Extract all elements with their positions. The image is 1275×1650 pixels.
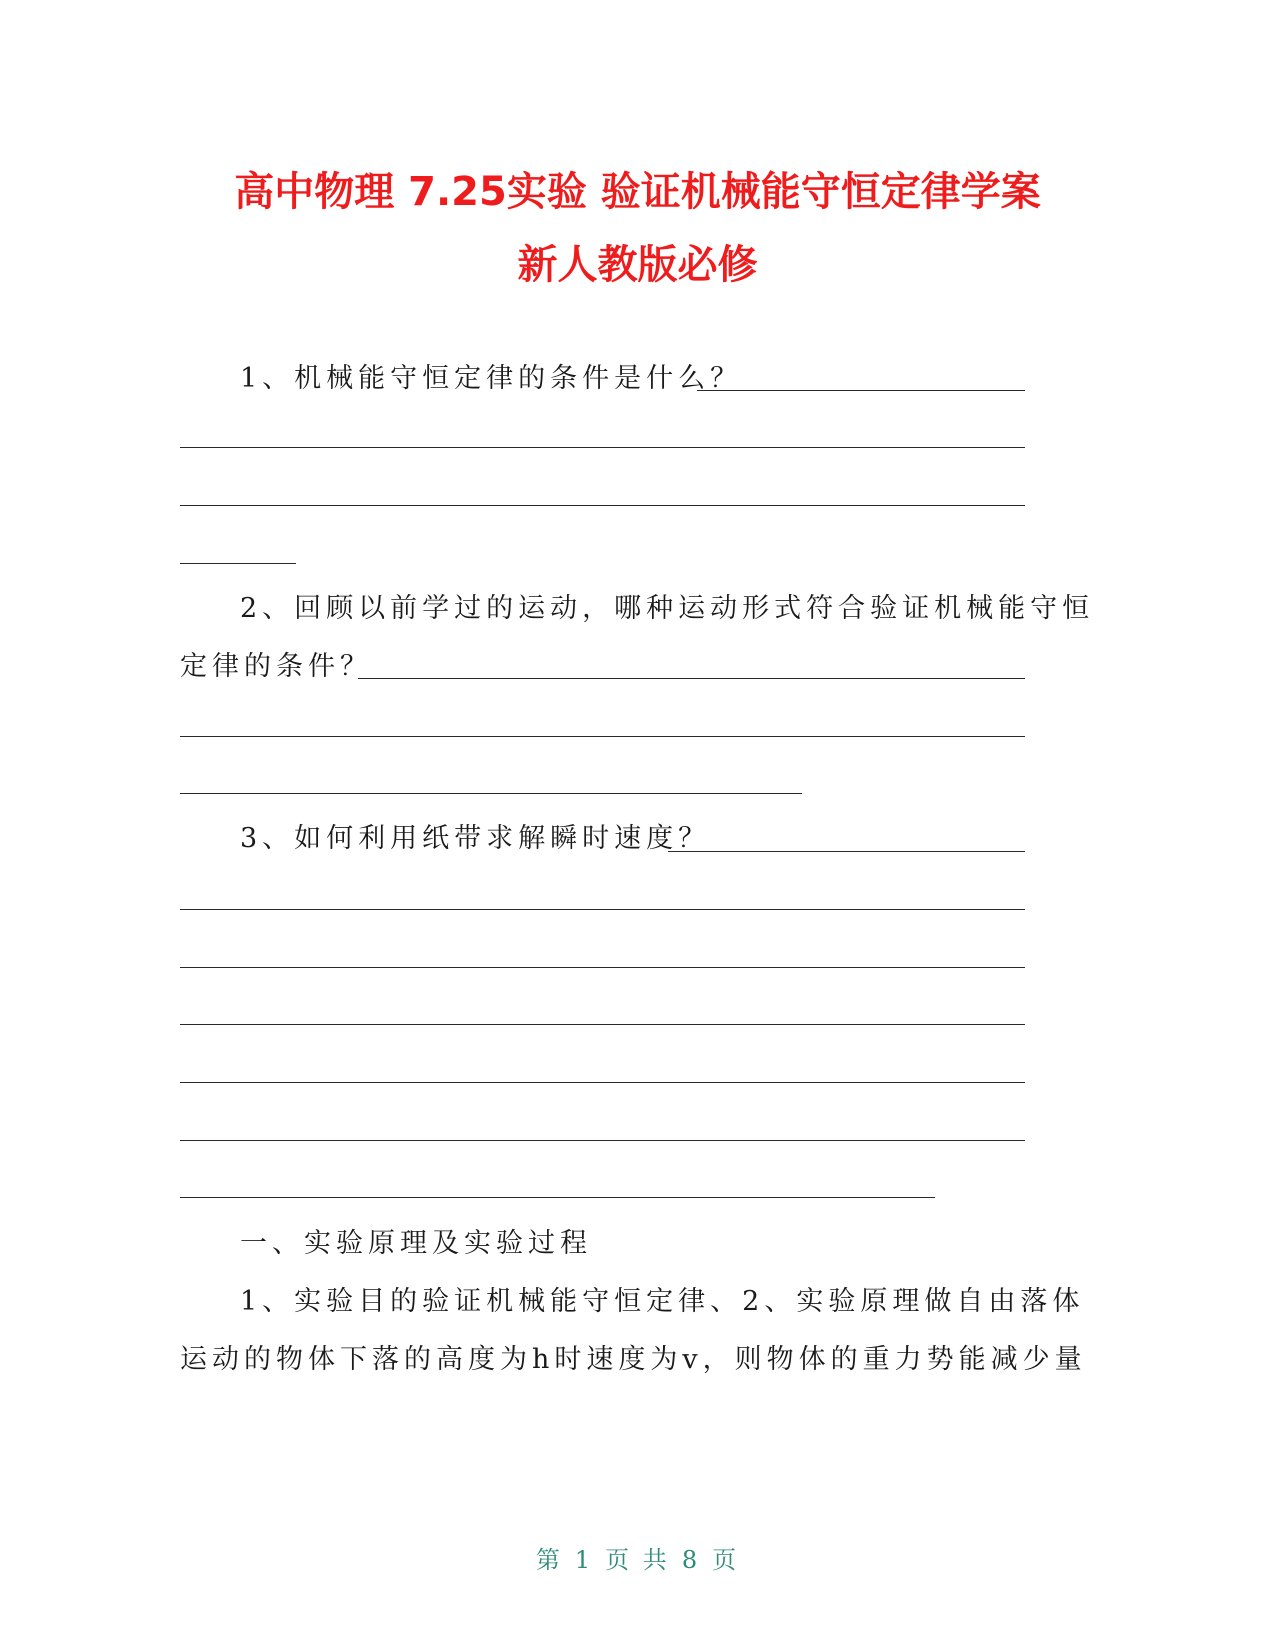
footer-suffix: 页	[712, 1546, 740, 1574]
answer-blank[interactable]	[668, 851, 1025, 852]
answer-blank[interactable]	[180, 793, 802, 794]
question-3-text: 3、如何利用纸带求解瞬时速度？	[240, 823, 711, 854]
question-2-text-line-2: 定律的条件？	[180, 651, 372, 682]
document-title-line-2: 新人教版必修	[517, 242, 758, 288]
footer-mid: 页 共	[605, 1546, 670, 1574]
question-2-text-line-1: 2、回顾以前学过的运动，哪种运动形式符合验证机械能守恒	[240, 593, 1095, 624]
current-page-number: 1	[574, 1546, 594, 1574]
answer-blank[interactable]	[180, 736, 1025, 737]
answer-blank[interactable]	[358, 678, 1025, 679]
answer-blank[interactable]	[180, 563, 296, 564]
page-footer	[0, 1545, 1275, 1575]
answer-blank[interactable]	[180, 967, 1025, 968]
footer-prefix: 第	[535, 1546, 563, 1574]
answer-blank[interactable]	[180, 1024, 1025, 1025]
answer-blank[interactable]	[180, 909, 1025, 910]
section-paragraph-line-1: 1、实验目的验证机械能守恒定律、2、实验原理做自由落体	[240, 1286, 1085, 1317]
answer-blank[interactable]	[697, 390, 1025, 391]
total-pages-number: 8	[681, 1546, 701, 1574]
answer-blank[interactable]	[180, 1197, 935, 1198]
section-heading: 一、实验原理及实验过程	[240, 1228, 592, 1259]
answer-blank[interactable]	[180, 505, 1025, 506]
answer-blank[interactable]	[180, 1082, 1025, 1083]
answer-blank[interactable]	[180, 1140, 1025, 1141]
question-1-text: 1、机械能守恒定律的条件是什么？	[240, 363, 743, 394]
document-title-line-1: 高中物理 7.25实验 验证机械能守恒定律学案	[234, 169, 1041, 215]
section-paragraph-line-2: 运动的物体下落的高度为h时速度为v，则物体的重力势能减少量	[180, 1344, 1087, 1375]
answer-blank[interactable]	[180, 447, 1025, 448]
